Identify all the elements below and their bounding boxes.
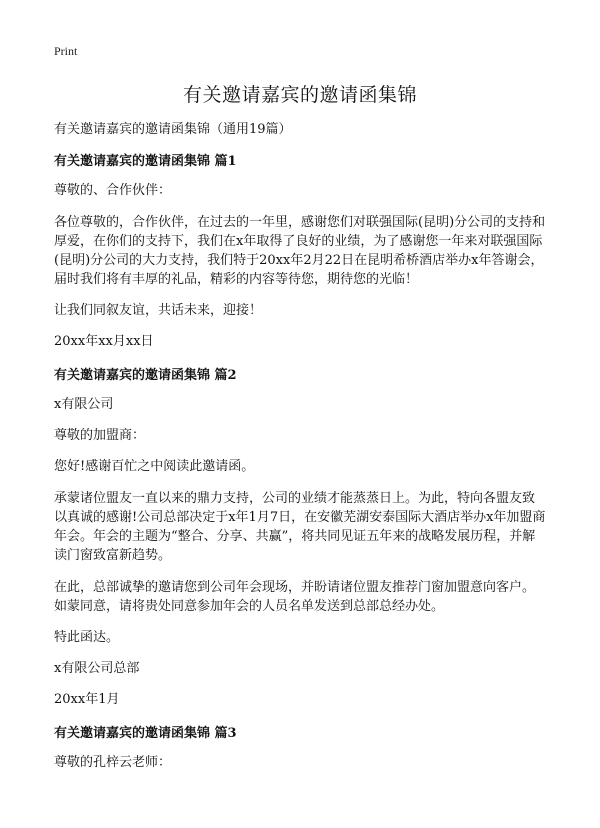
company-line: x有限公司: [54, 397, 114, 412]
date-line: 20xx年1月: [54, 692, 120, 707]
signature-line: x有限公司总部: [54, 661, 140, 676]
document-title: 有关邀请嘉宾的邀请函集锦: [182, 84, 417, 106]
document-subtitle: 有关邀请嘉宾的邀请函集锦（通用19篇）: [54, 122, 292, 137]
section-heading-2: 有关邀请嘉宾的邀请函集锦 篇2: [54, 368, 237, 383]
section-heading-3: 有关邀请嘉宾的邀请函集锦 篇3: [54, 726, 237, 741]
salutation: 尊敬的加盟商：: [54, 428, 146, 443]
body-paragraph: 承蒙诸位盟友一直以来的鼎力支持，公司的业绩才能蒸蒸日上。为此，特向各盟友致以真诚的感谢!公司总部决定于x年1月7日，在安徽芜湖安泰国际大酒店举办x年加盟商年会。年会的主题为“整合、分享、共赢”，将共同见证五年来的战略发展历程，并解读门窗致富新趋势。: [54, 491, 546, 563]
body-paragraph: 在此，总部诚挚的邀请您到公司年会现场，并盼请诸位盟友推荐门窗加盟意向客户。如蒙同意，请将贵处同意参加年会的人员名单发送到总部总经办处。: [54, 580, 536, 614]
print-link[interactable]: Print: [54, 44, 78, 58]
body-paragraph: 让我们同叙友谊，共话未来，迎接！: [54, 303, 263, 318]
body-paragraph: 您好!感谢百忙之中阅读此邀请函。: [54, 459, 255, 474]
document-body: [54, 118, 546, 785]
section-heading-1: 有关邀请嘉宾的邀请函集锦 篇1: [54, 154, 237, 169]
salutation: 尊敬的、合作伙伴：: [54, 183, 172, 198]
date-line: 20xx年xx月xx日: [54, 334, 154, 349]
closing-line: 特此函达。: [54, 630, 120, 645]
salutation: 尊敬的孔梓云老师：: [54, 755, 172, 770]
body-paragraph: 各位尊敬的，合作伙伴，在过去的一年里，感谢您们对联强国际(昆明)分公司的支持和厚爱，在你们的支持下，我们在x年取得了良好的业绩，为了感谢您一年来对联强国际(昆明)分公司的大力支持，我们特于20xx年2月22日在昆明希桥酒店举办x年答谢会，届时我们将有丰厚的礼品，精彩的内容等待您，期待您的光临！: [54, 215, 546, 287]
